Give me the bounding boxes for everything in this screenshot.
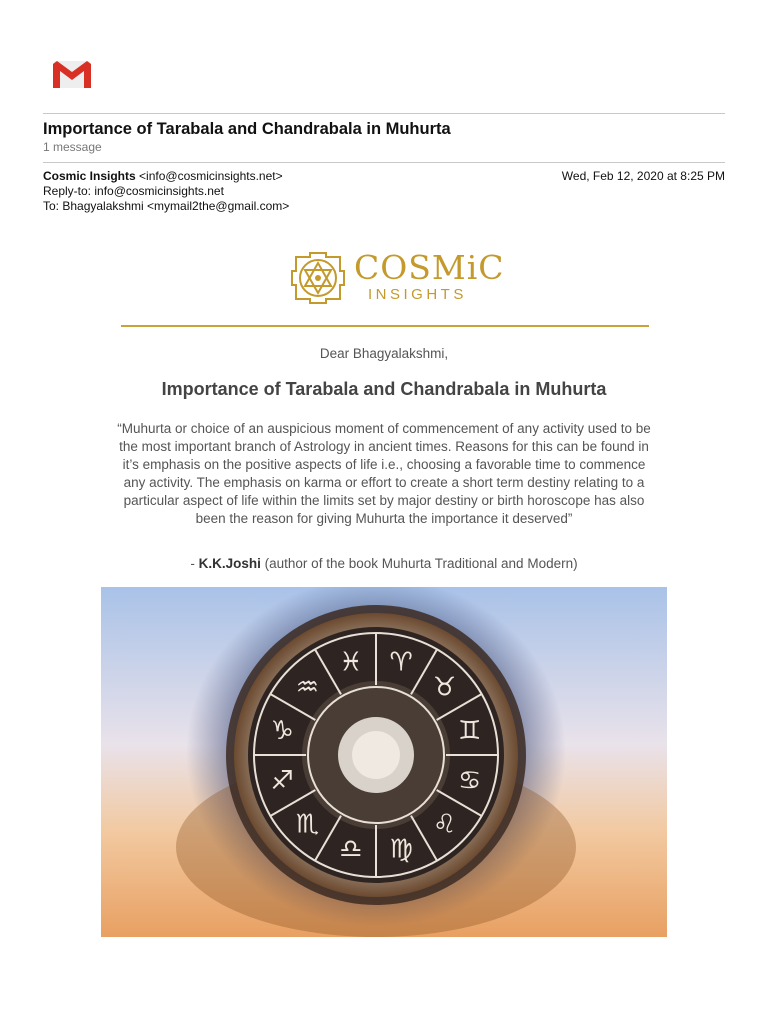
zodiac-sign-glyph: ♊: [458, 715, 482, 746]
zodiac-sign-glyph: ♓: [339, 647, 363, 678]
brand-wordmark: COSMiC: [354, 248, 505, 287]
sender-email[interactable]: <info@cosmicinsights.net>: [139, 169, 283, 183]
quote-attribution: [0, 556, 768, 571]
zodiac-sign-glyph: ♍: [389, 834, 413, 865]
zodiac-sign-glyph: ♒: [295, 672, 320, 703]
gold-divider: [121, 325, 649, 327]
author-description: (author of the book Muhurta Traditional and Modern): [260, 556, 578, 571]
zodiac-sign-glyph: ♉: [432, 672, 457, 703]
subject-divider: [43, 162, 725, 163]
zodiac-wheel-image: [101, 587, 667, 937]
brand-subtitle: INSIGHTS: [368, 286, 467, 303]
zodiac-sign-glyph: ♑: [270, 715, 294, 746]
header-divider: [43, 113, 725, 114]
email-date: Wed, Feb 12, 2020 at 8:25 PM: [561, 169, 725, 183]
zodiac-sign-glyph: ♎: [339, 834, 363, 865]
zodiac-sign-glyph: ♌: [432, 809, 457, 840]
zodiac-sign-glyph: ♋: [458, 766, 482, 797]
gmail-logo-icon: [52, 58, 92, 90]
zodiac-sign-glyph: ♏: [295, 809, 320, 840]
cosmic-insights-logo[interactable]: [288, 246, 505, 310]
quote-text: “Muhurta or choice of an auspicious moment of commencement of any activity used to be the most important branch of Astrology in ancient times. Reasons for this can be found in it’s emphasis on the positive aspects of life i.e., choosing a favorable time to commence any activity. The emphasis on karma or effort to create a short term destiny relating to a particular aspect of life within the limits set by major destiny or birth horoscope has also been the reason for giving Muhurta the importance it deserved”: [117, 421, 651, 526]
email-subject: Importance of Tarabala and Chandrabala in Muhurta: [43, 120, 451, 138]
to-line: To: Bhagyalakshmi <mymail2the@gmail.com>: [43, 199, 290, 213]
zodiac-sign-glyph: ♈: [389, 647, 413, 678]
greeting: Dear Bhagyalakshmi,: [319, 346, 449, 361]
author-prefix: -: [190, 556, 199, 571]
newsletter-headline: Importance of Tarabala and Chandrabala in Muhurta: [161, 379, 607, 399]
sri-yantra-icon: [290, 249, 346, 307]
zodiac-sign-glyph: ♐: [270, 766, 294, 797]
author-name: K.K.Joshi: [198, 556, 261, 571]
sender-line: [43, 169, 283, 183]
reply-to-line: Reply-to: info@cosmicinsights.net: [43, 184, 224, 198]
sender-name: Cosmic Insights: [43, 169, 136, 183]
message-count: 1 message: [43, 140, 102, 154]
